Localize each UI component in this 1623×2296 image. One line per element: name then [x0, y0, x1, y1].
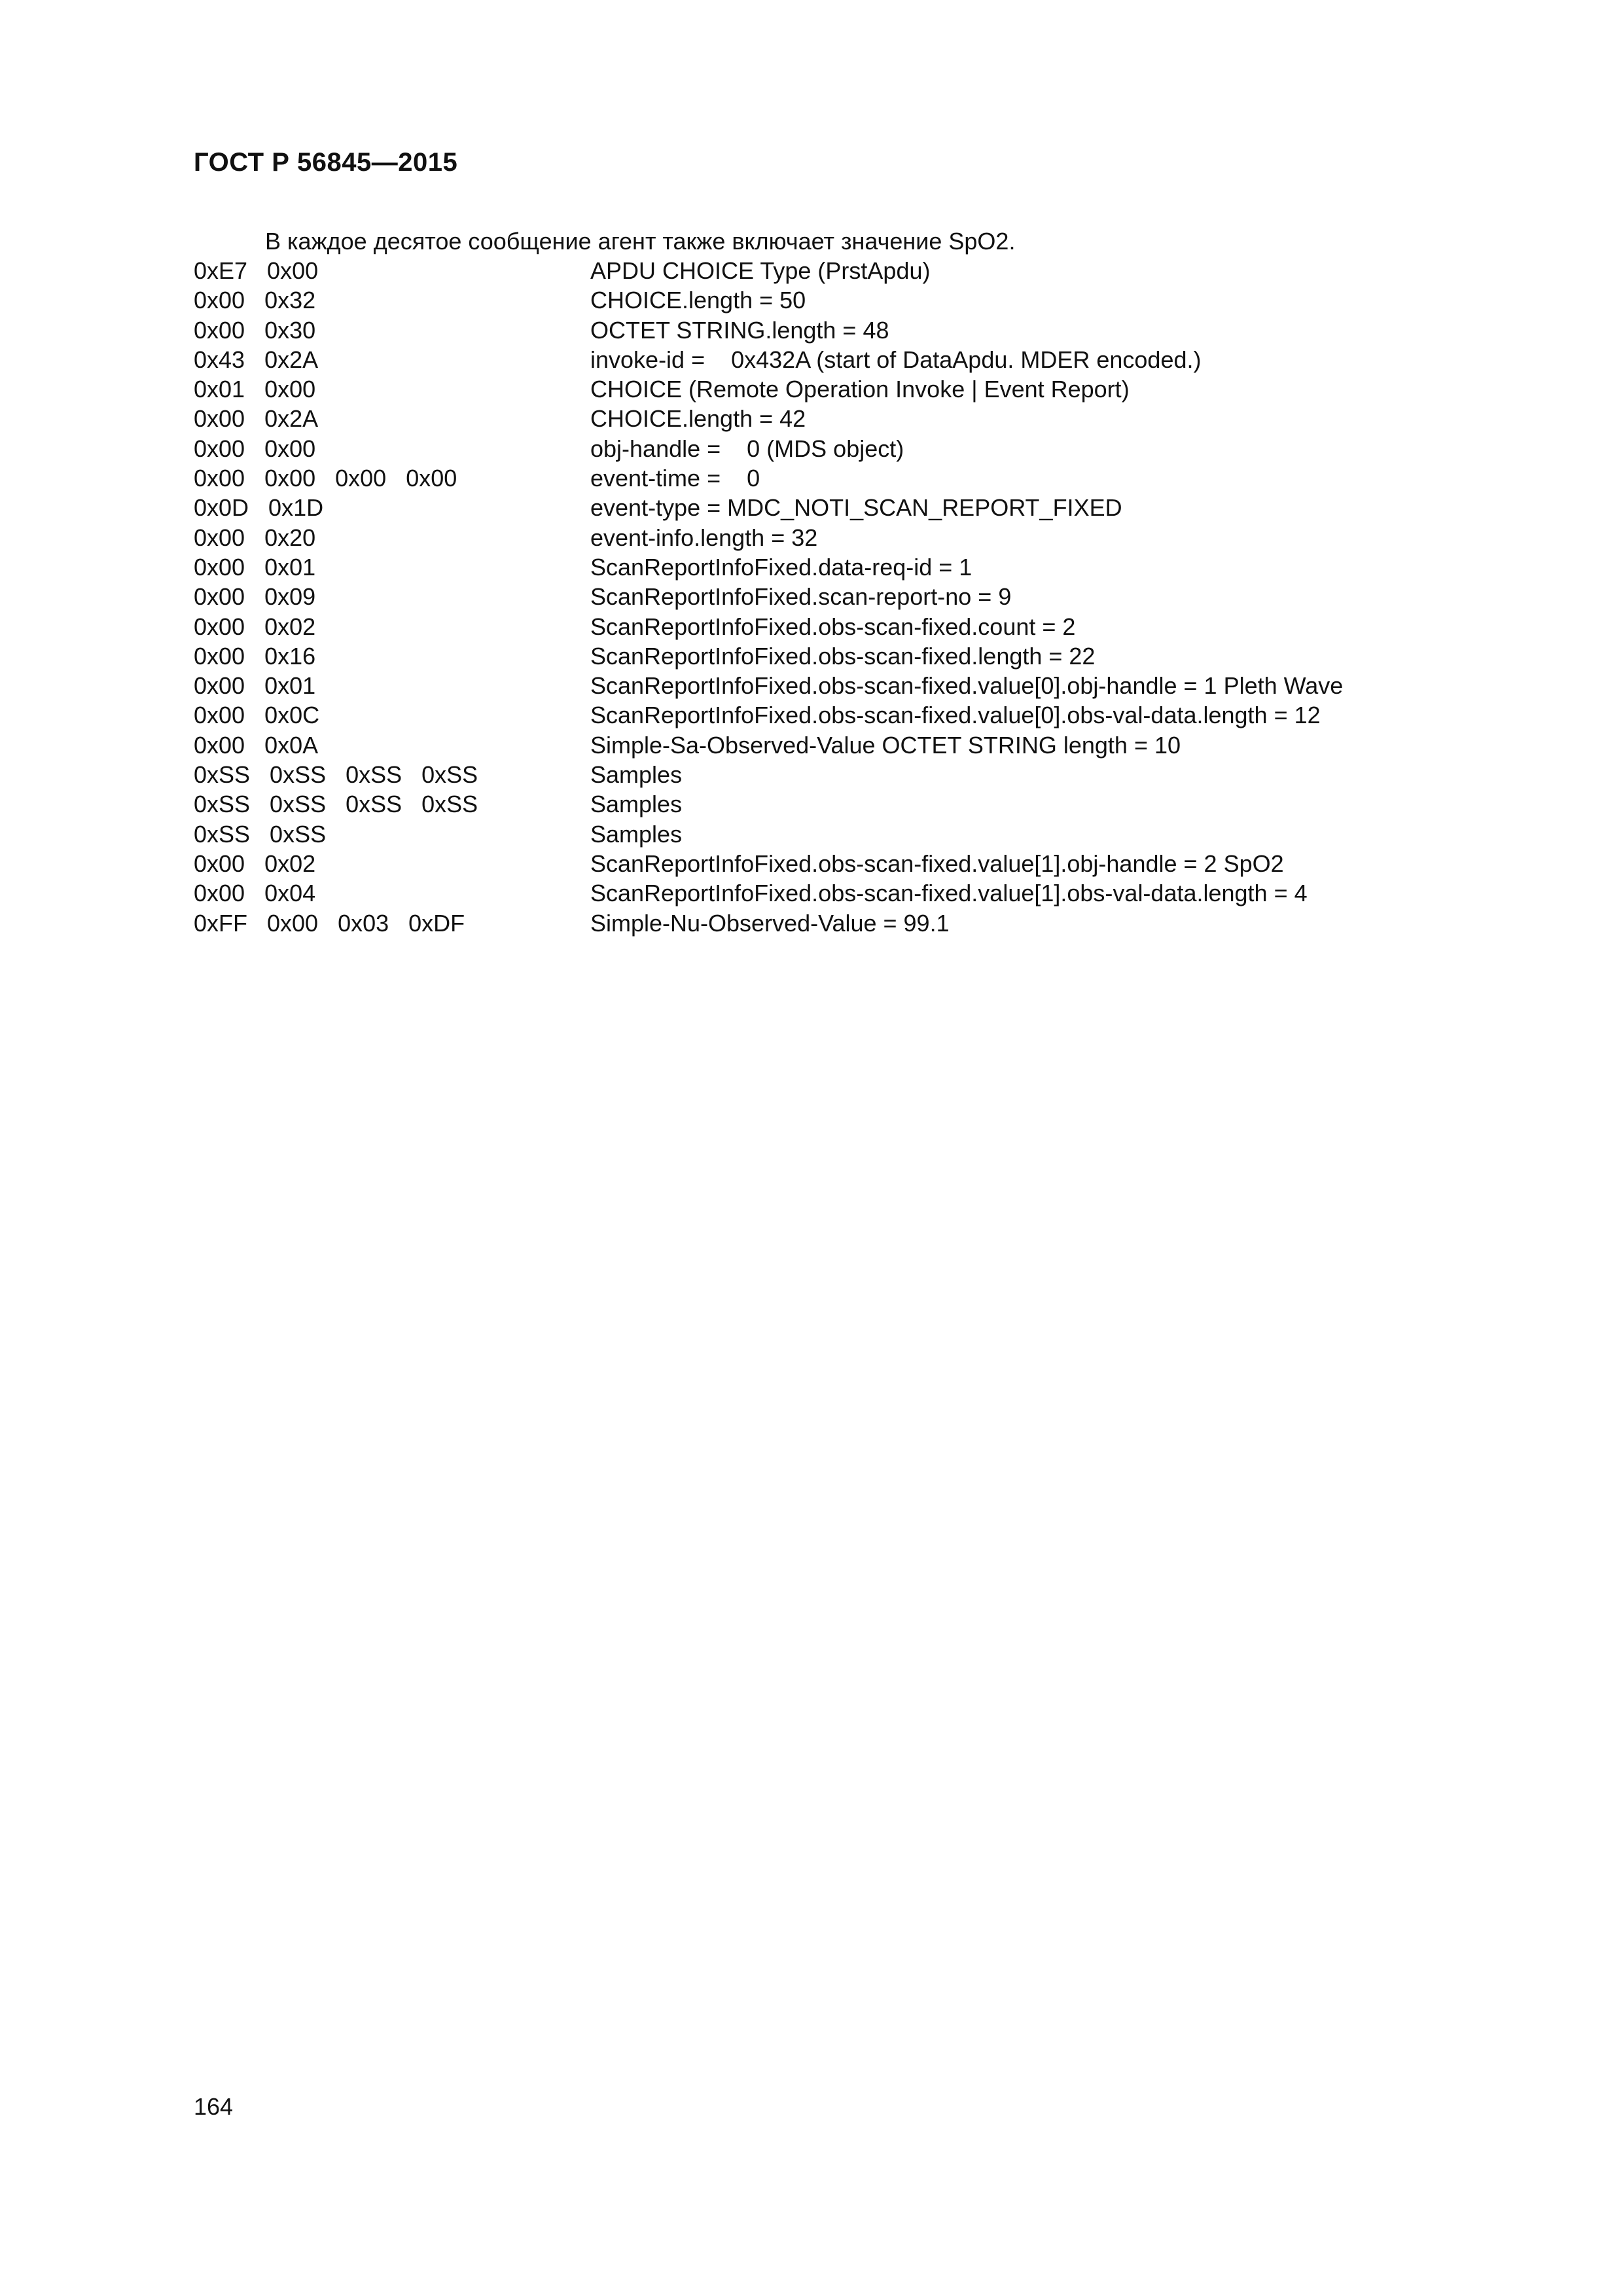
- listing-row: [194, 523, 1437, 552]
- field-description: ScanReportInfoFixed.obs-scan-fixed.count = 2: [590, 613, 1076, 640]
- byte-values: 0x00 0x20: [194, 524, 316, 551]
- field-description: APDU CHOICE Type (PrstApdu): [590, 257, 931, 284]
- byte-values: 0xSS 0xSS 0xSS 0xSS: [194, 791, 478, 818]
- byte-values: 0x00 0x16: [194, 642, 316, 670]
- listing-row: [194, 374, 1437, 404]
- field-description: ScanReportInfoFixed.obs-scan-fixed.length = 22: [590, 642, 1096, 670]
- listing-row: [194, 345, 1437, 374]
- byte-values: 0x0D 0x1D: [194, 494, 324, 522]
- byte-values: 0x00 0x01: [194, 553, 316, 581]
- listing-row: [194, 789, 1437, 819]
- field-description: Samples: [590, 820, 683, 848]
- field-description: CHOICE.length = 50: [590, 287, 806, 314]
- listing-row: [194, 434, 1437, 463]
- intro-paragraph: В каждое десятое сообщение агент также включает значение SpO2.: [265, 228, 1016, 255]
- field-description: Simple-Sa-Observed-Value OCTET STRING length = 10: [590, 731, 1181, 759]
- byte-values: 0x00 0x2A: [194, 405, 319, 433]
- field-description: invoke-id = 0x432A (start of DataApdu. MDER encoded.): [590, 346, 1202, 373]
- listing-row: [194, 878, 1437, 908]
- byte-values: 0x00 0x09: [194, 583, 316, 611]
- byte-values: 0xE7 0x00: [194, 257, 319, 284]
- listing-row: [194, 760, 1437, 789]
- field-description: obj-handle = 0 (MDS object): [590, 435, 904, 462]
- listing-row: [194, 552, 1437, 582]
- byte-values: 0x00 0x02: [194, 850, 316, 877]
- byte-values: 0x01 0x00: [194, 376, 316, 403]
- listing-row: [194, 493, 1437, 522]
- listing-row: [194, 700, 1437, 730]
- byte-values: 0x00 0x01: [194, 672, 316, 700]
- byte-values: 0x43 0x2A: [194, 346, 319, 373]
- field-description: ScanReportInfoFixed.obs-scan-fixed.value[0].obs-val-data.length = 12: [590, 702, 1321, 729]
- byte-values: 0x00 0x02: [194, 613, 316, 640]
- field-description: Simple-Nu-Observed-Value = 99.1: [590, 909, 950, 937]
- byte-values: 0x00 0x0A: [194, 731, 319, 759]
- field-description: ScanReportInfoFixed.scan-report-no = 9: [590, 583, 1012, 611]
- listing-row: [194, 404, 1437, 433]
- field-description: CHOICE (Remote Operation Invoke | Event Report): [590, 376, 1130, 403]
- byte-values: 0x00 0x32: [194, 287, 316, 314]
- field-description: Samples: [590, 791, 683, 818]
- byte-values: 0x00 0x0C: [194, 702, 320, 729]
- listing-row: [194, 315, 1437, 345]
- field-description: OCTET STRING.length = 48: [590, 316, 889, 344]
- byte-values: 0x00 0x30: [194, 316, 316, 344]
- listing-row: [194, 819, 1437, 849]
- listing-row: [194, 849, 1437, 878]
- byte-values: 0x00 0x04: [194, 880, 316, 907]
- byte-values: 0xSS 0xSS 0xSS 0xSS: [194, 761, 478, 789]
- field-description: event-time = 0: [590, 465, 760, 492]
- field-description: ScanReportInfoFixed.obs-scan-fixed.value[1].obs-val-data.length = 4: [590, 880, 1308, 907]
- byte-values: 0x00 0x00: [194, 435, 316, 462]
- byte-values: 0xFF 0x00 0x03 0xDF: [194, 909, 465, 937]
- listing-row: [194, 285, 1437, 315]
- field-description: ScanReportInfoFixed.obs-scan-fixed.value[0].obj-handle = 1 Pleth Wave: [590, 672, 1344, 700]
- field-description: ScanReportInfoFixed.obs-scan-fixed.value[1].obj-handle = 2 SpO2: [590, 850, 1284, 877]
- field-description: CHOICE.length = 42: [590, 405, 806, 433]
- field-description: Samples: [590, 761, 683, 789]
- listing-row: [194, 612, 1437, 641]
- field-description: event-type = MDC_NOTI_SCAN_REPORT_FIXED: [590, 494, 1122, 522]
- listing-row: [194, 582, 1437, 611]
- listing-row: [194, 671, 1437, 700]
- listing-row: [194, 463, 1437, 493]
- listing-row: [194, 730, 1437, 760]
- byte-values: 0xSS 0xSS: [194, 820, 327, 848]
- listing-row: [194, 641, 1437, 671]
- apdu-byte-listing: [194, 256, 1437, 938]
- byte-values: 0x00 0x00 0x00 0x00: [194, 465, 457, 492]
- document-header: ГОСТ Р 56845—2015: [194, 148, 458, 177]
- listing-row: [194, 908, 1437, 938]
- page-number: 164: [194, 2093, 234, 2120]
- listing-row: [194, 256, 1437, 285]
- field-description: ScanReportInfoFixed.data-req-id = 1: [590, 553, 972, 581]
- field-description: event-info.length = 32: [590, 524, 818, 551]
